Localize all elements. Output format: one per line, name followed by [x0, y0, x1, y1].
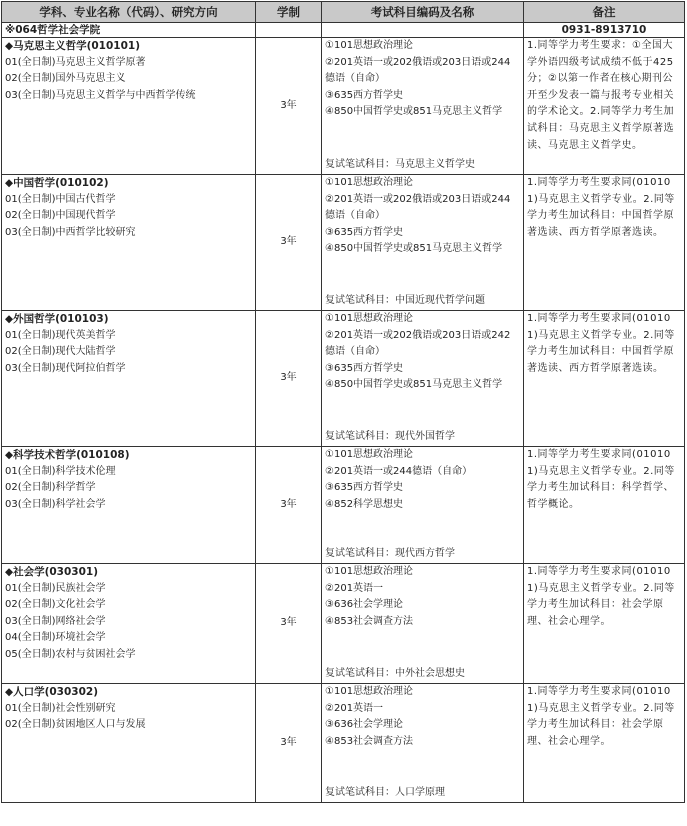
research-direction: 02(全日制)科学哲学: [5, 482, 96, 494]
header-notes: 备注: [524, 2, 685, 23]
retest-subject: 复试笔试科目：中外社会思想史: [325, 668, 465, 680]
research-direction: 05(全日制)农村与贫困社会学: [5, 648, 136, 660]
exam-subject: ③635西方哲学史: [325, 226, 404, 238]
notes-text: 1.同等学力考生要求同(010101)马克思主义哲学专业。2.同等学力考生加试科目：社会学原理、社会心理学。: [527, 686, 675, 747]
exam-subject: ①101思想政治理论: [325, 566, 414, 577]
notes-text: 1.同等学力考生要求：①全国大学外语四级考试成绩不低于425分；②以第一作者在核心期刊公开至少发表一篇与报考专业相关的学术论文。2.同等学力考生加试科目：马克思主义哲学原著选读、马克思主义哲学史。: [527, 40, 675, 151]
table-header-row: [2, 2, 685, 23]
notes-cell: [524, 311, 685, 447]
table-row: [2, 311, 685, 447]
exam-subject: ④850中国哲学史或851马克思主义哲学: [325, 243, 503, 255]
exam-subject: ③635西方哲学史: [325, 89, 404, 101]
exam-subject: ③635西方哲学史: [325, 482, 404, 494]
notes-text: 1.同等学力考生要求同(010101)马克思主义哲学专业。2.同等学力考生加试科目：中国哲学原著选读、西方哲学原著选读。: [527, 313, 675, 374]
duration-cell: 3年: [256, 447, 322, 564]
exam-subject: ③636社会学理论: [325, 599, 404, 611]
research-direction: 02(全日制)现代大陆哲学: [5, 346, 116, 358]
exam-subject: ①101思想政治理论: [325, 177, 414, 188]
retest-subject: 复试笔试科目：人口学原理: [325, 787, 445, 799]
college-name: ※064哲学社会学院: [2, 23, 256, 38]
college-row: [2, 23, 685, 38]
subjects-cell: [322, 564, 524, 684]
table-row: [2, 447, 685, 564]
header-major: 学科、专业名称（代码）、研究方向: [2, 2, 256, 23]
table-row: [2, 564, 685, 684]
exam-subject: ①101思想政治理论: [325, 313, 414, 324]
major-cell: [2, 564, 256, 684]
admissions-catalog-page: [1, 1, 686, 803]
subjects-cell: [322, 447, 524, 564]
notes-text: 1.同等学力考生要求同(010101)马克思主义哲学专业。2.同等学力考生加试科目：社会学原理、社会心理学。: [527, 566, 675, 627]
major-cell: [2, 684, 256, 803]
research-direction: 03(全日制)现代阿拉伯哲学: [5, 362, 126, 374]
exam-subject: ②201英语一: [325, 702, 384, 714]
research-direction: 01(全日制)马克思主义哲学原著: [5, 56, 146, 68]
header-subjects: 考试科目编码及名称: [322, 2, 524, 23]
research-direction: 03(全日制)科学社会学: [5, 498, 106, 510]
major-title: ◆中国哲学(010102): [5, 177, 109, 189]
table-row: [2, 684, 685, 803]
notes-cell: [524, 447, 685, 564]
major-title: ◆马克思主义哲学(010101): [5, 40, 141, 52]
major-cell: [2, 311, 256, 447]
major-cell: [2, 38, 256, 175]
exam-subject: ①101思想政治理论: [325, 449, 414, 460]
notes-cell: [524, 175, 685, 311]
college-phone: 0931-8913710: [524, 23, 685, 38]
notes-text: 1.同等学力考生要求同(010101)马克思主义哲学专业。2.同等学力考生加试科目：中国哲学原著选读、西方哲学原著选读。: [527, 177, 675, 238]
research-direction: 02(全日制)中国现代哲学: [5, 210, 116, 222]
exam-subject: ②201英语一: [325, 582, 384, 594]
retest-subject: 复试笔试科目：现代西方哲学: [325, 548, 455, 560]
major-title: ◆社会学(030301): [5, 566, 99, 578]
exam-subject: ③635西方哲学史: [325, 362, 404, 374]
exam-subject: ②201英语一或244德语（自命）: [325, 465, 473, 477]
subjects-cell: [322, 684, 524, 803]
duration-cell: 3年: [256, 311, 322, 447]
subjects-cell: [322, 311, 524, 447]
major-cell: [2, 175, 256, 311]
notes-text: 1.同等学力考生要求同(010101)马克思主义哲学专业。2.同等学力考生加试科目：科学哲学、哲学概论。: [527, 449, 675, 510]
research-direction: 02(全日制)贫困地区人口与发展: [5, 719, 146, 731]
duration-cell: 3年: [256, 175, 322, 311]
duration-cell: 3年: [256, 564, 322, 684]
research-direction: 02(全日制)国外马克思主义: [5, 73, 126, 85]
notes-cell: [524, 684, 685, 803]
exam-subject: ①101思想政治理论: [325, 686, 414, 697]
table-row: [2, 175, 685, 311]
exam-subject: ②201英语一或202俄语或203日语或244德语（自命）: [325, 56, 511, 85]
major-cell: [2, 447, 256, 564]
exam-subject: ①101思想政治理论: [325, 40, 414, 51]
subjects-cell: [322, 175, 524, 311]
research-direction: 01(全日制)现代英美哲学: [5, 329, 116, 341]
subjects-cell: [322, 38, 524, 175]
research-direction: 03(全日制)中西哲学比较研究: [5, 226, 136, 238]
exam-subject: ④850中国哲学史或851马克思主义哲学: [325, 106, 503, 118]
retest-subject: 复试笔试科目：中国近现代哲学问题: [325, 295, 485, 307]
exam-subject: ②201英语一或202俄语或203日语或242德语（自命）: [325, 329, 511, 358]
retest-subject: 复试笔试科目：现代外国哲学: [325, 431, 455, 443]
header-duration: 学制: [256, 2, 322, 23]
research-direction: 03(全日制)马克思主义哲学与中西哲学传统: [5, 89, 196, 101]
research-direction: 01(全日制)科学技术伦理: [5, 465, 116, 477]
retest-subject: 复试笔试科目：马克思主义哲学史: [325, 159, 475, 171]
duration-cell: 3年: [256, 38, 322, 175]
research-direction: 04(全日制)环境社会学: [5, 632, 106, 644]
exam-subject: ④853社会调查方法: [325, 615, 414, 627]
notes-cell: [524, 564, 685, 684]
admissions-table: [1, 1, 685, 803]
exam-subject: ③636社会学理论: [325, 719, 404, 731]
notes-cell: [524, 38, 685, 175]
exam-subject: ④852科学思想史: [325, 498, 404, 510]
major-title: ◆外国哲学(010103): [5, 313, 109, 325]
major-title: ◆人口学(030302): [5, 686, 99, 698]
research-direction: 01(全日制)民族社会学: [5, 582, 106, 594]
exam-subject: ④850中国哲学史或851马克思主义哲学: [325, 379, 503, 391]
table-row: [2, 38, 685, 175]
research-direction: 01(全日制)社会性别研究: [5, 702, 116, 714]
exam-subject: ④853社会调查方法: [325, 735, 414, 747]
research-direction: 02(全日制)文化社会学: [5, 599, 106, 611]
exam-subject: ②201英语一或202俄语或203日语或244德语（自命）: [325, 193, 511, 222]
duration-cell: 3年: [256, 684, 322, 803]
major-title: ◆科学技术哲学(010108): [5, 449, 130, 461]
research-direction: 01(全日制)中国古代哲学: [5, 193, 116, 205]
research-direction: 03(全日制)网络社会学: [5, 615, 106, 627]
